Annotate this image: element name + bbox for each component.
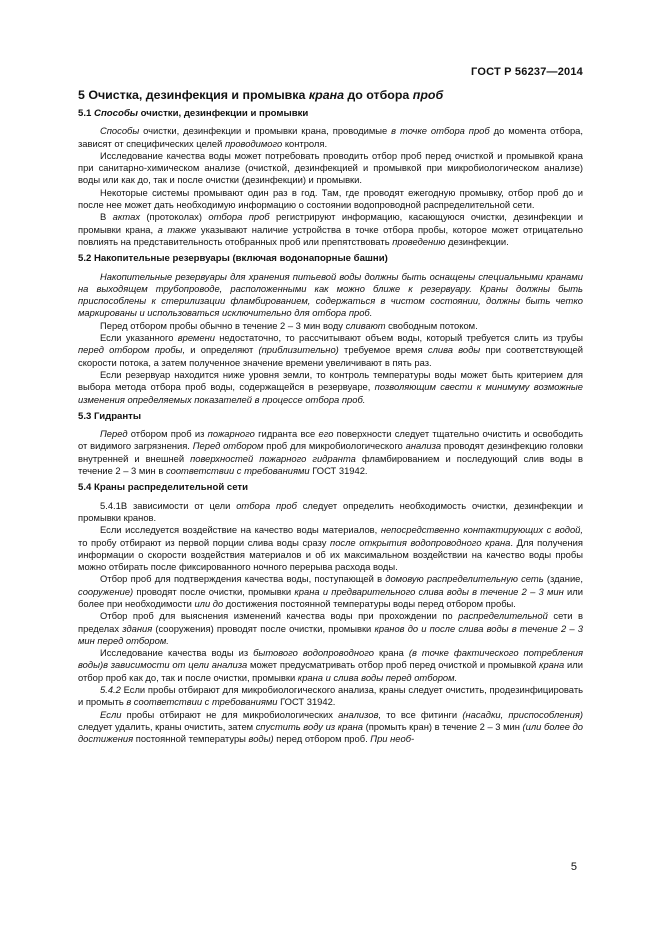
paragraph: 5.4.2 Если пробы отбирают для микробиологического анализа, краны следует очистить, продезинфицировать и промыть в соответствии с требованиями ГОСТ 31942. [78, 684, 583, 708]
paragraph: Способы очистки, дезинфекции и промывки крана, проводимые в точке отбора проб до момента отбора, зависят от специфических целей проводимого контроля. [78, 125, 583, 149]
paragraph: Отбор проб для подтверждения качества воды, поступающей в домовую распределительную сеть (здание, сооружение) проводят после очистки, промывки крана и предварительного слива воды в течение 2 – 3 мин или более при необходимости или до достижения постоянной температуры воды перед отбором пробы. [78, 573, 583, 609]
paragraph: Перед отбором пробы обычно в течение 2 – 3 мин воду сливают свободным потоком. [100, 319, 478, 331]
section-5-title: 5 Очистка, дезинфекция и промывка крана до отбора проб [78, 88, 444, 102]
paragraph: Исследование качества воды из бытового водопроводного крана (в точке фактического потребления воды)в зависимости от цели анализа может предусматривать отбор проб перед очисткой и промывкой крана или отбор проб как до, так и после очистки, промывки крана и слива воды перед отбором. [78, 647, 583, 683]
paragraph: Если исследуется воздействие на качество воды материалов, непосредственно контактирующих с водой, то пробу отбирают из первой порции слива воды сразу после открытия водопроводного крана. Для получения информации о скорости воздействия материалов и об их максимальном воздействии на качество воды пробы можно отбирать после фиксированного ночного перерыва расхода воды. [78, 524, 583, 573]
paragraph: Если указанного времени недостаточно, то рассчитывают объем воды, который требуется слить из трубы перед отбором пробы, и определяют (приблизительно) требуемое время слива воды при соответствующей скорости потока, а затем полученное значение времени увеличивают в пять раз. [78, 332, 583, 368]
paragraph: Перед отбором проб из пожарного гидранта все его поверхности следует тщательно очистить и освободить от видимого загрязнения. Перед отбором проб для микробиологического анализа проводят дезинфекцию головки внутренней и внешней поверхностей пожарного гидранта фламбированием и последующий слив воды в течение 2 – 3 мин в соответствии с требованиями ГОСТ 31942. [78, 428, 583, 477]
subsection-5-2-heading: 5.2 Накопительные резервуары (включая водонапорные башни) [78, 253, 388, 265]
paragraph: Отбор проб для выяснения изменений качества воды при прохождении по распределительной сети в пределах здания (сооружения) проводят после очистки, промывки кранов до и после слива воды в течение 2 – 3 мин перед отбором. [78, 610, 583, 646]
standard-header: ГОСТ Р 56237—2014 [471, 66, 583, 78]
paragraph: Если пробы отбирают не для микробиологических анализов, то все фитинги (насадки, приспособления) следует удалить, краны очистить, затем спустить воду из крана (промыть кран) в течение 2 – 3 мин (или более до достижения постоянной температуры воды) перед отбором проб. При необ- [78, 708, 583, 745]
page-content [78, 88, 583, 746]
page-number: 5 [570, 861, 577, 873]
paragraph: Некоторые системы промывают один раз в год. Там, где проводят ежегодную промывку, отбор проб до и после нее может дать необходимую информацию о состоянии водопроводной распределительной сети. [78, 186, 583, 211]
paragraph: Исследование качества воды может потребовать проводить отбор проб перед очисткой и промывкой крана при санитарно-химическом анализе (очисткой, дезинфекцией и промывкой при микробиологическом анализе) воды или как до, так и после очистки (дезинфекции) и промывки. [78, 149, 583, 186]
paragraph: Накопительные резервуары для хранения питьевой воды должны быть оснащены специальными кранами на выходящем трубопроводе, расположенными как можно ближе к резервуару. Краны должны быть приспособлены к стерилизации фламбированием, содержаться в чистом состоянии, должны быть четко маркированы и использоваться исключительно для отбора проб. [78, 270, 583, 319]
paragraph: Если резервуар находится ниже уровня земли, то контроль температуры воды может быть критерием для выбора метода отбора проб воды, содержащейся в резервуаре, позволяющим свести к минимуму возможные изменения определяемых показателей в процессе отбора проб. [78, 368, 583, 405]
subsection-5-1-heading: 5.1 Способы очистки, дезинфекции и промывки [78, 108, 309, 119]
paragraph: 5.4.1В зависимости от цели отбора проб следует определить необходимость очистки, дезинфекции и промывки кранов. [78, 499, 583, 523]
subsection-5-4-heading: 5.4 Краны распределительной сети [78, 482, 249, 494]
paragraph: В актах (протоколах) отбора проб регистрируют информацию, касающуюся очистки, дезинфекции и промывки крана, а также указывают наличие устройства в точке отбора пробы, которое может отрицательно повлиять на представительность отобранных проб или препятствовать проведению дезинфекции. [78, 211, 584, 247]
subsection-5-3-heading: 5.3 Гидранты [78, 410, 142, 422]
